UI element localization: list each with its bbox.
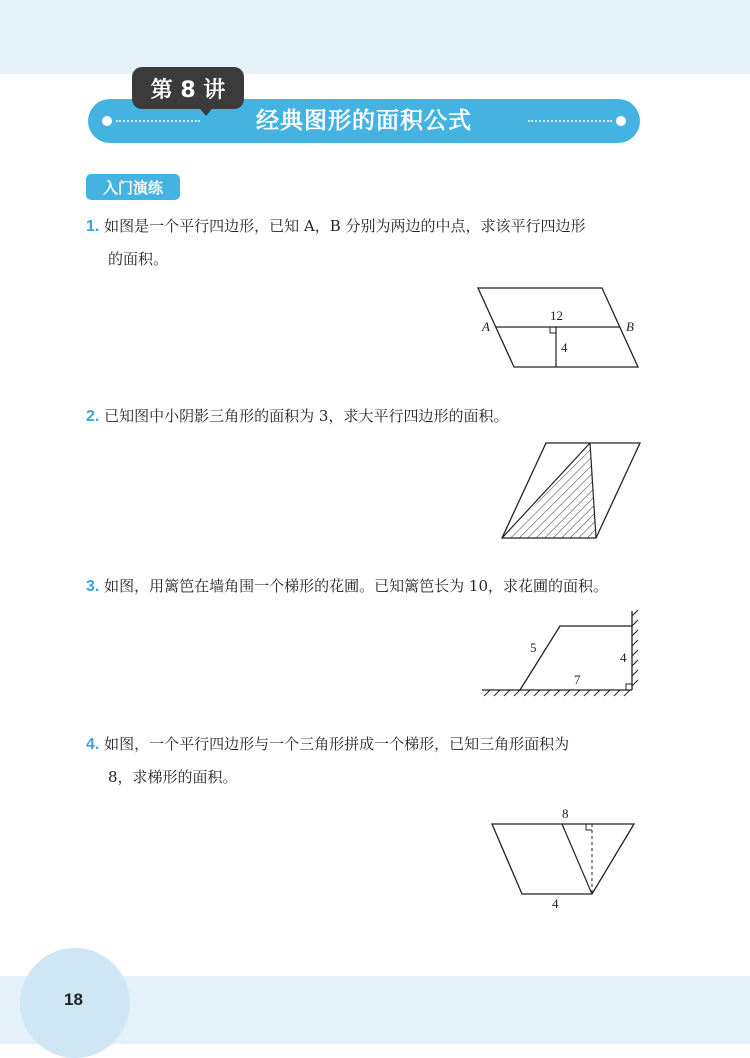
figure-trapezoid-fence [480,608,650,698]
label-height-4: 4 [561,340,568,355]
page-title: 经典图形的面积公式 [256,108,472,134]
problem-text-continued: 8，求梯形的面积。 [108,768,238,786]
top-band [0,0,750,74]
problem-number: 3. [86,578,100,595]
problem-4 [86,728,646,794]
label-bottom-7: 7 [574,672,581,687]
label-b: B [626,319,634,334]
label-a: A [482,319,490,334]
problem-text: 如图，用篱笆在墙角围一个梯形的花圃。已知篱笆长为 10，求花圃的面积。 [104,577,608,595]
problem-1 [86,210,646,276]
label-bottom-4: 4 [552,896,559,911]
shaded-triangle [506,443,596,538]
problem-text: 如图是一个平行四边形，已知 A，B 分别为两边的中点，求该平行四边形 [104,217,586,235]
problem-3 [86,570,646,603]
label-slant-5: 5 [530,640,537,655]
figure-shaded-parallelogram [500,438,645,543]
problem-number: 4. [86,736,100,753]
lecture-badge-tail [196,104,216,116]
label-height-4: 4 [620,650,627,665]
figure-trapezoid-composed [488,804,643,910]
lecture-badge: 第 8 讲 [132,67,244,109]
label-12: 12 [550,308,563,323]
problem-text: 已知图中小阴影三角形的面积为 3，求大平行四边形的面积。 [104,407,509,425]
problem-2 [86,400,646,433]
problem-number: 2. [86,408,100,425]
problem-text-continued: 的面积。 [108,250,169,268]
label-top-8: 8 [562,806,569,821]
problem-number: 1. [86,218,100,235]
figure-parallelogram-midpoints [470,280,645,375]
page-number: 18 [64,990,83,1009]
section-tag: 入门演练 [86,174,180,200]
problem-text: 如图，一个平行四边形与一个三角形拼成一个梯形，已知三角形面积为 [104,735,570,753]
